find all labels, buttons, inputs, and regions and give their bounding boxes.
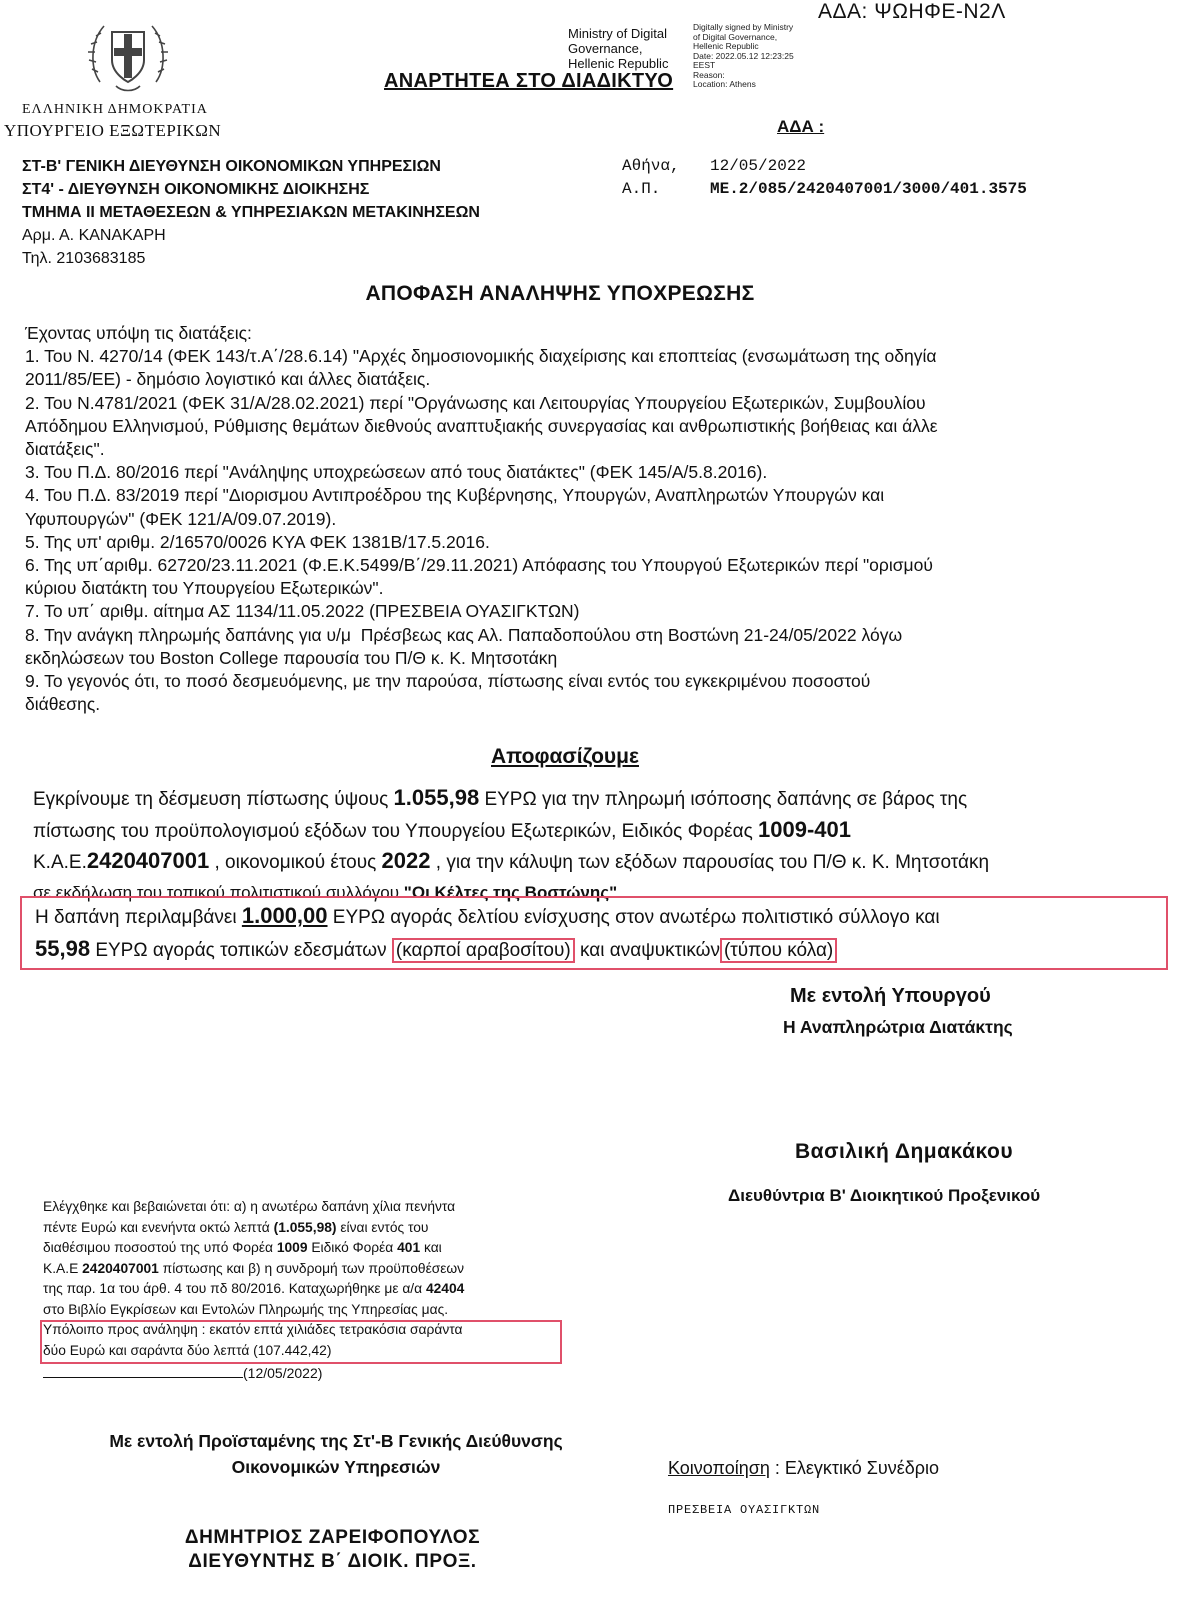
text: . [617, 882, 622, 902]
entry-number: 42404 [425, 1281, 465, 1296]
protocol-number: ΜΕ.2/085/2420407001/3000/401.3575 [710, 180, 1027, 198]
posted-online: ΑΝΑΡΤΗΤΕΑ ΣΤΟ ΔΙΑΔΙΚΤΥΟ [384, 70, 674, 92]
verification-line [43, 1259, 573, 1280]
list-item: 2011/85/ΕΕ) - δημόσιο λογιστικό και άλλες διατάξεις. [25, 369, 431, 390]
sig-detail: Digitally signed by Ministry [693, 22, 794, 32]
text: , οικονομικού έτους [209, 852, 382, 873]
ada-label: ΑΔΑ : [777, 117, 825, 136]
sig-line: Governance, [568, 41, 643, 56]
fiscal-year: 2022 [381, 848, 431, 873]
signer-name: Βασιλική Δημακάκου [795, 1140, 1014, 1163]
text: Κ.Α.Ε. [33, 852, 87, 873]
list-item: 6. Της υπ΄αριθμ. 62720/23.11.2021 (Φ.Ε.Κ.5499/Β΄/29.11.2021) Απόφασης του Υπουργού Εξωτερικών περί "ορισμού [25, 555, 933, 576]
general-directorate: ΣΤ-Β' ΓΕΝΙΚΗ ΔΙΕΥΘΥΝΣΗ ΟΙΚΟΝΟΜΙΚΩΝ ΥΠΗΡΕΣΙΩΝ [22, 158, 441, 175]
text: Η δαπάνη περιλαμβάνει [35, 907, 242, 928]
text: και [420, 1240, 442, 1255]
list-item: εκδηλώσεων του Boston College παρουσία του Π/Θ κ. Κ. Μητσοτάκη [25, 647, 558, 668]
verification-line: Υπόλοιπο προς ανάληψη : εκατόν επτά χιλιάδες τετρακόσια σαράντα [43, 1322, 463, 1337]
text: σε εκδήλωση του τοπικού πολιτιστικού συλλόγου [33, 882, 404, 902]
list-item: 8. Την ανάγκη πληρωμής δαπάνης για υ/μ Πρέσβεως κας Αλ. Παπαδοπούλου στη Βοστώνη 21-24/05/2022 λόγω [25, 624, 903, 645]
list-item: 7. Το υπ΄ αριθμ. αίτημα ΑΣ 1134/11.05.2022 (ΠΡΕΣΒΕΙΑ ΟΥΑΣΙΓΚΤΩΝ) [25, 601, 580, 622]
highlight-box [40, 1320, 562, 1364]
place-label: Αθήνα, [622, 157, 680, 175]
department: ΤΜΗΜΑ ΙΙ ΜΕΤΑΘΕΣΕΩΝ & ΥΠΗΡΕΣΙΑΚΩΝ ΜΕΤΑΚΙΝΗΣΕΩΝ [22, 204, 480, 221]
embassy-recipient: ΠΡΕΣΒΕΙΑ ΟΥΑΣΙΓΚΤΩΝ [668, 1503, 821, 1517]
kae-code: 2420407001 [82, 1260, 159, 1276]
sig-detail: Hellenic Republic [693, 41, 759, 51]
special-body-code: 401 [397, 1240, 421, 1255]
drink-item: (τύπου κόλα) [720, 938, 837, 963]
approval-line [33, 783, 1163, 815]
document-date: 12/05/2022 [710, 157, 807, 175]
text: είναι εντός του [336, 1219, 429, 1235]
verification-line [43, 1238, 573, 1259]
verification-line: Ελέγχθηκε και βεβαιώνεται ότι: α) η ανωτέρω δαπάνη χίλια πενήντα [43, 1199, 456, 1214]
officer: Αρμ. Α. ΚΑΝΑΚΑΡΗ [22, 227, 166, 244]
text: της παρ. 1α του άρθ. 4 του πδ 80/2016. Καταχωρήθηκε με α/α [43, 1281, 426, 1296]
order-line: Με εντολή Προϊσταμένης της Στ'-Β Γενικής Διεύθυνσης [109, 1431, 563, 1451]
text: και αναψυκτικών [574, 940, 720, 961]
deputy-title: Η Αναπληρώτρια Διατάκτης [783, 1017, 1013, 1037]
list-item: Απόδημου Ελληνισμού, Ρύθμισης θεμάτων διεθνούς αναπτυξιακής συνεργασίας και ανθρωπιστικής βοήθειας και άλλε [25, 415, 938, 436]
sig-detail: EEST [693, 60, 716, 70]
verification-date [43, 1365, 322, 1381]
list-item: Έχοντας υπόψη τις διατάξεις: [25, 323, 252, 343]
list-item: διάθεσης. [25, 694, 101, 715]
coat-of-arms-icon [86, 12, 170, 96]
breakdown-line [35, 900, 1170, 933]
signer-role: Διευθύντρια Β' Διοικητικού Προξενικού [728, 1186, 1041, 1205]
food-amount: 55,98 [35, 936, 91, 961]
list-item: 9. Το γεγονός ότι, το ποσό δεσμευόμενης, με την παρούσα, πίστωσης είναι εντός του εγκεκριμένου ποσοστού [25, 671, 871, 692]
text: ΕΥΡΩ για την πληρωμή ισόποσης δαπάνης σε βάρος της [479, 789, 968, 810]
text: , για την κάλυψη των εξόδων παρουσίας του Π/Θ κ. Κ. Μητσοτάκη [430, 852, 990, 873]
breakdown-line [35, 933, 1170, 966]
verified-amount: (1.055,98) [273, 1219, 337, 1235]
list-item: κύριου διατάκτη του Υπουργείου Εξωτερικών". [25, 578, 384, 599]
republic-name: ΕΛΛΗΝΙΚΗ ΔΗΜΟΚΡΑΤΙΑ [22, 102, 208, 117]
ref-label: Α.Π. [622, 180, 661, 198]
minister-order: Με εντολή Υπουργού [790, 985, 991, 1007]
ref-row [622, 178, 1027, 201]
sig-line: Ministry of Digital [568, 26, 667, 41]
sig-detail: Location: Athens [693, 79, 756, 89]
director-title: ΔΙΕΥΘΥΝΤΗΣ Β΄ ΔΙΟΙΚ. ΠΡΟΞ. [188, 1551, 477, 1572]
text: πέντε Ευρώ και ενενήντα οκτώ λεπτά [43, 1219, 274, 1235]
director-signature [40, 1526, 625, 1574]
text: διαθέσιμου ποσοστού της υπό Φορέα [43, 1240, 277, 1255]
list-item: 3. Του Π.Δ. 80/2016 περί "Ανάληψης υποχρεώσεων από τους διατάκτες" (ΦΕΚ 145/Α/5.8.2016). [25, 462, 768, 483]
verification-line: στο Βιβλίο Εγκρίσεων και Εντολών Πληρωμής της Υπηρεσίας μας. [43, 1301, 449, 1317]
issuer-block [22, 155, 480, 270]
director-name: ΔΗΜΗΤΡΙΟΣ ΖΑΡΕΙΦΟΠΟΥΛΟΣ [184, 1527, 481, 1548]
list-item: Υφυπουργών" (ΦΕΚ 121/Α/09.07.2019). [25, 508, 337, 529]
text: ΕΥΡΩ αγοράς τοπικών εδεσμάτων [90, 940, 392, 961]
verification-line: δύο Ευρώ και σαράντα δύο λεπτά (107.442,42) [43, 1342, 332, 1358]
expense-breakdown [35, 900, 1170, 966]
notify-label: Κοινοποίηση [668, 1458, 770, 1478]
notify-recipient: : Ελεγκτικό Συνέδριο [769, 1458, 940, 1478]
text: Εγκρίνουμε τη δέσμευση πίστωσης ύψους [33, 789, 394, 810]
date-row [622, 155, 1027, 178]
approved-amount: 1.055,98 [393, 785, 480, 810]
list-item: 5. Της υπ' αριθμ. 2/16570/0026 ΚΥΑ ΦΕΚ 1381Β/17.5.2016. [25, 531, 490, 552]
decide-heading: Αποφασίζουμε [491, 745, 639, 768]
approval-line [33, 846, 1163, 878]
verification-line [43, 1279, 573, 1300]
directorate: ΣΤ4' - ΔΙΕΥΘΥΝΣΗ ΟΙΚΟΝΟΜΙΚΗΣ ΔΙΟΙΚΗΣΗΣ [22, 181, 370, 198]
sig-detail: Reason: [693, 69, 725, 80]
text: πίστωσης του προϋπολογισμού εξόδων του Υπουργείου Εξωτερικών, Ειδικός Φορέας [33, 820, 759, 842]
verification-line [43, 1218, 573, 1239]
text: Κ.Α.Ε [43, 1260, 83, 1276]
sig-line: Hellenic Republic [568, 56, 669, 71]
signature-line [43, 1365, 243, 1378]
body-code: 1009 [276, 1240, 308, 1255]
approval-paragraph [33, 783, 1163, 907]
sig-detail: of Digital Governance, [693, 31, 778, 42]
sig-detail: Date: 2022.05.12 12:23:25 [693, 50, 794, 61]
text: πίστωσης και β) η συνδρομή των προϋποθέσεων [158, 1260, 465, 1276]
special-body: 1009-401 [758, 816, 851, 842]
text: (12/05/2022) [243, 1365, 323, 1381]
signature-issuer [568, 26, 688, 71]
ada-top: ΑΔΑ: ΨΩΗΦΕ-Ν2Λ [818, 0, 1006, 23]
ticket-amount: 1.000,00 [241, 903, 328, 928]
food-item: (καρποί αραβοσίτου) [392, 938, 575, 963]
kae-code: 2420407001 [86, 848, 210, 873]
club-name: "Οι Κέλτες της Βοστώνης" [403, 882, 618, 902]
list-item: 4. Του Π.Δ. 83/2019 περί "Διορισμου Αντιπροέδρου της Κυβέρνησης, Υπουργών, Αναπληρωτών Υπουργών και [25, 485, 885, 506]
ministry-name: ΥΠΟΥΡΓΕΙΟ ΕΞΩΤΕΡΙΚΩΝ [4, 121, 222, 140]
considering-list [25, 322, 1150, 716]
phone: Τηλ. 2103683185 [22, 250, 146, 267]
list-item: διατάξεις". [25, 439, 105, 460]
text: Ειδικό Φορέα [307, 1240, 398, 1255]
signature-details [693, 23, 823, 90]
list-item: 2. Του Ν.4781/2021 (ΦΕΚ 31/Α/28.02.2021) περί "Οργάνωσης και Λειτουργίας Υπουργείου Εξωτερικών, Συμβουλίου [25, 392, 926, 413]
document-title: ΑΠΟΦΑΣΗ ΑΝΑΛΗΨΗΣ ΥΠΟΧΡΕΩΣΗΣ [365, 282, 755, 305]
notification [668, 1458, 939, 1479]
director-order [30, 1428, 642, 1480]
list-item: 1. Του Ν. 4270/14 (ΦΕΚ 143/τ.Α΄/28.6.14) "Αρχές δημοσιονομικής διαχείρισης και εποπτείας (ενσωμάτωση της οδηγία [25, 346, 937, 367]
text: ΕΥΡΩ αγοράς δελτίου ενίσχυσης στον ανωτέρω πολιτιστικό σύλλογο και [327, 907, 940, 928]
order-line: Οικονομικών Υπηρεσιών [231, 1457, 441, 1477]
date-ref-block [622, 155, 1027, 201]
approval-line [33, 815, 1163, 847]
